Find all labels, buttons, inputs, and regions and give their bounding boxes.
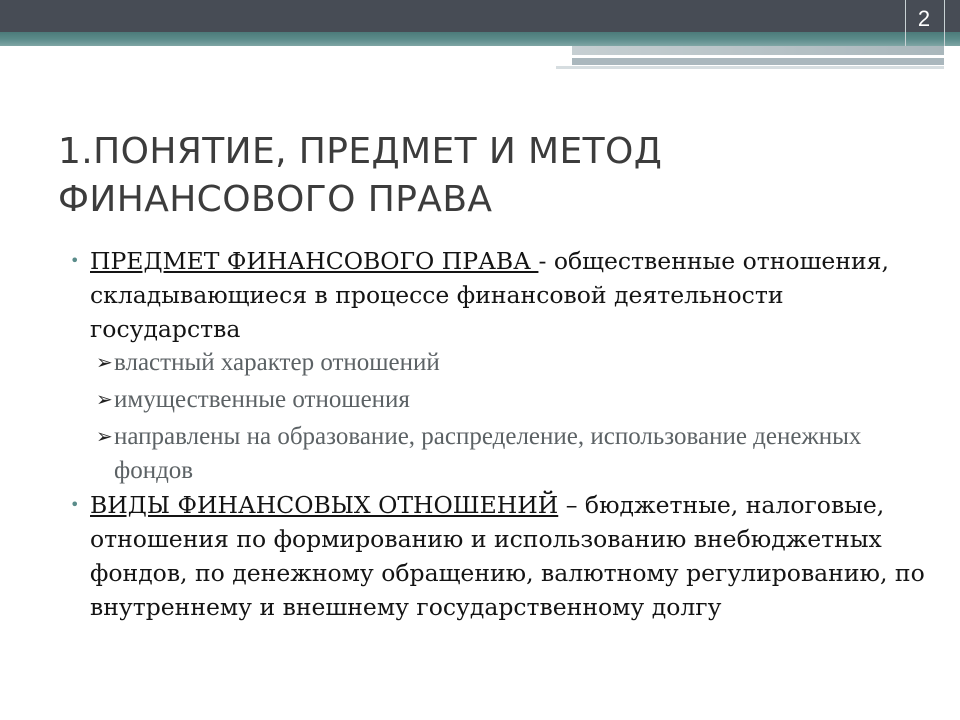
teal-band xyxy=(0,32,960,46)
decorative-line xyxy=(556,66,944,69)
sub-item xyxy=(70,420,930,488)
slide-content xyxy=(70,244,930,624)
sub-item xyxy=(70,383,930,417)
sub-item-text: направлены на образование, распределение, использование денежных фондов xyxy=(114,423,862,484)
bullet-icon: • xyxy=(70,251,80,270)
bullet-item xyxy=(70,488,930,624)
decorative-line xyxy=(572,58,944,65)
arrowhead-icon: ➢ xyxy=(96,389,113,411)
bullet-term: ВИДЫ ФИНАНСОВЫХ ОТНОШЕНИЙ xyxy=(90,491,559,519)
sub-item-text: властный характер отношений xyxy=(114,349,440,376)
bullet-text: - общественные отношения, складывающиеся в процессе финансовой деятельности государства xyxy=(90,247,889,343)
bullet-text: – бюджетные, налоговые, отношения по формированию и использованию внебюджетных фондов, по денежному обращению, валютному регулированию, по внутреннему и внешнему государственному долгу xyxy=(90,491,925,621)
slide-title: 1.ПОНЯТИЕ, ПРЕДМЕТ И МЕТОД ФИНАНСОВОГО ПРАВА xyxy=(58,131,663,220)
decorative-line xyxy=(572,46,944,55)
top-bar xyxy=(0,0,960,32)
sub-item-text: имущественные отношения xyxy=(114,386,410,413)
sub-item xyxy=(70,346,930,380)
bullet-item xyxy=(70,244,930,346)
arrowhead-icon: ➢ xyxy=(96,426,113,448)
arrowhead-icon: ➢ xyxy=(96,352,113,374)
slide-number: 2 xyxy=(917,6,931,31)
bullet-icon: • xyxy=(70,495,80,514)
bullet-term: ПРЕДМЕТ ФИНАНСОВОГО ПРАВА xyxy=(90,247,539,275)
